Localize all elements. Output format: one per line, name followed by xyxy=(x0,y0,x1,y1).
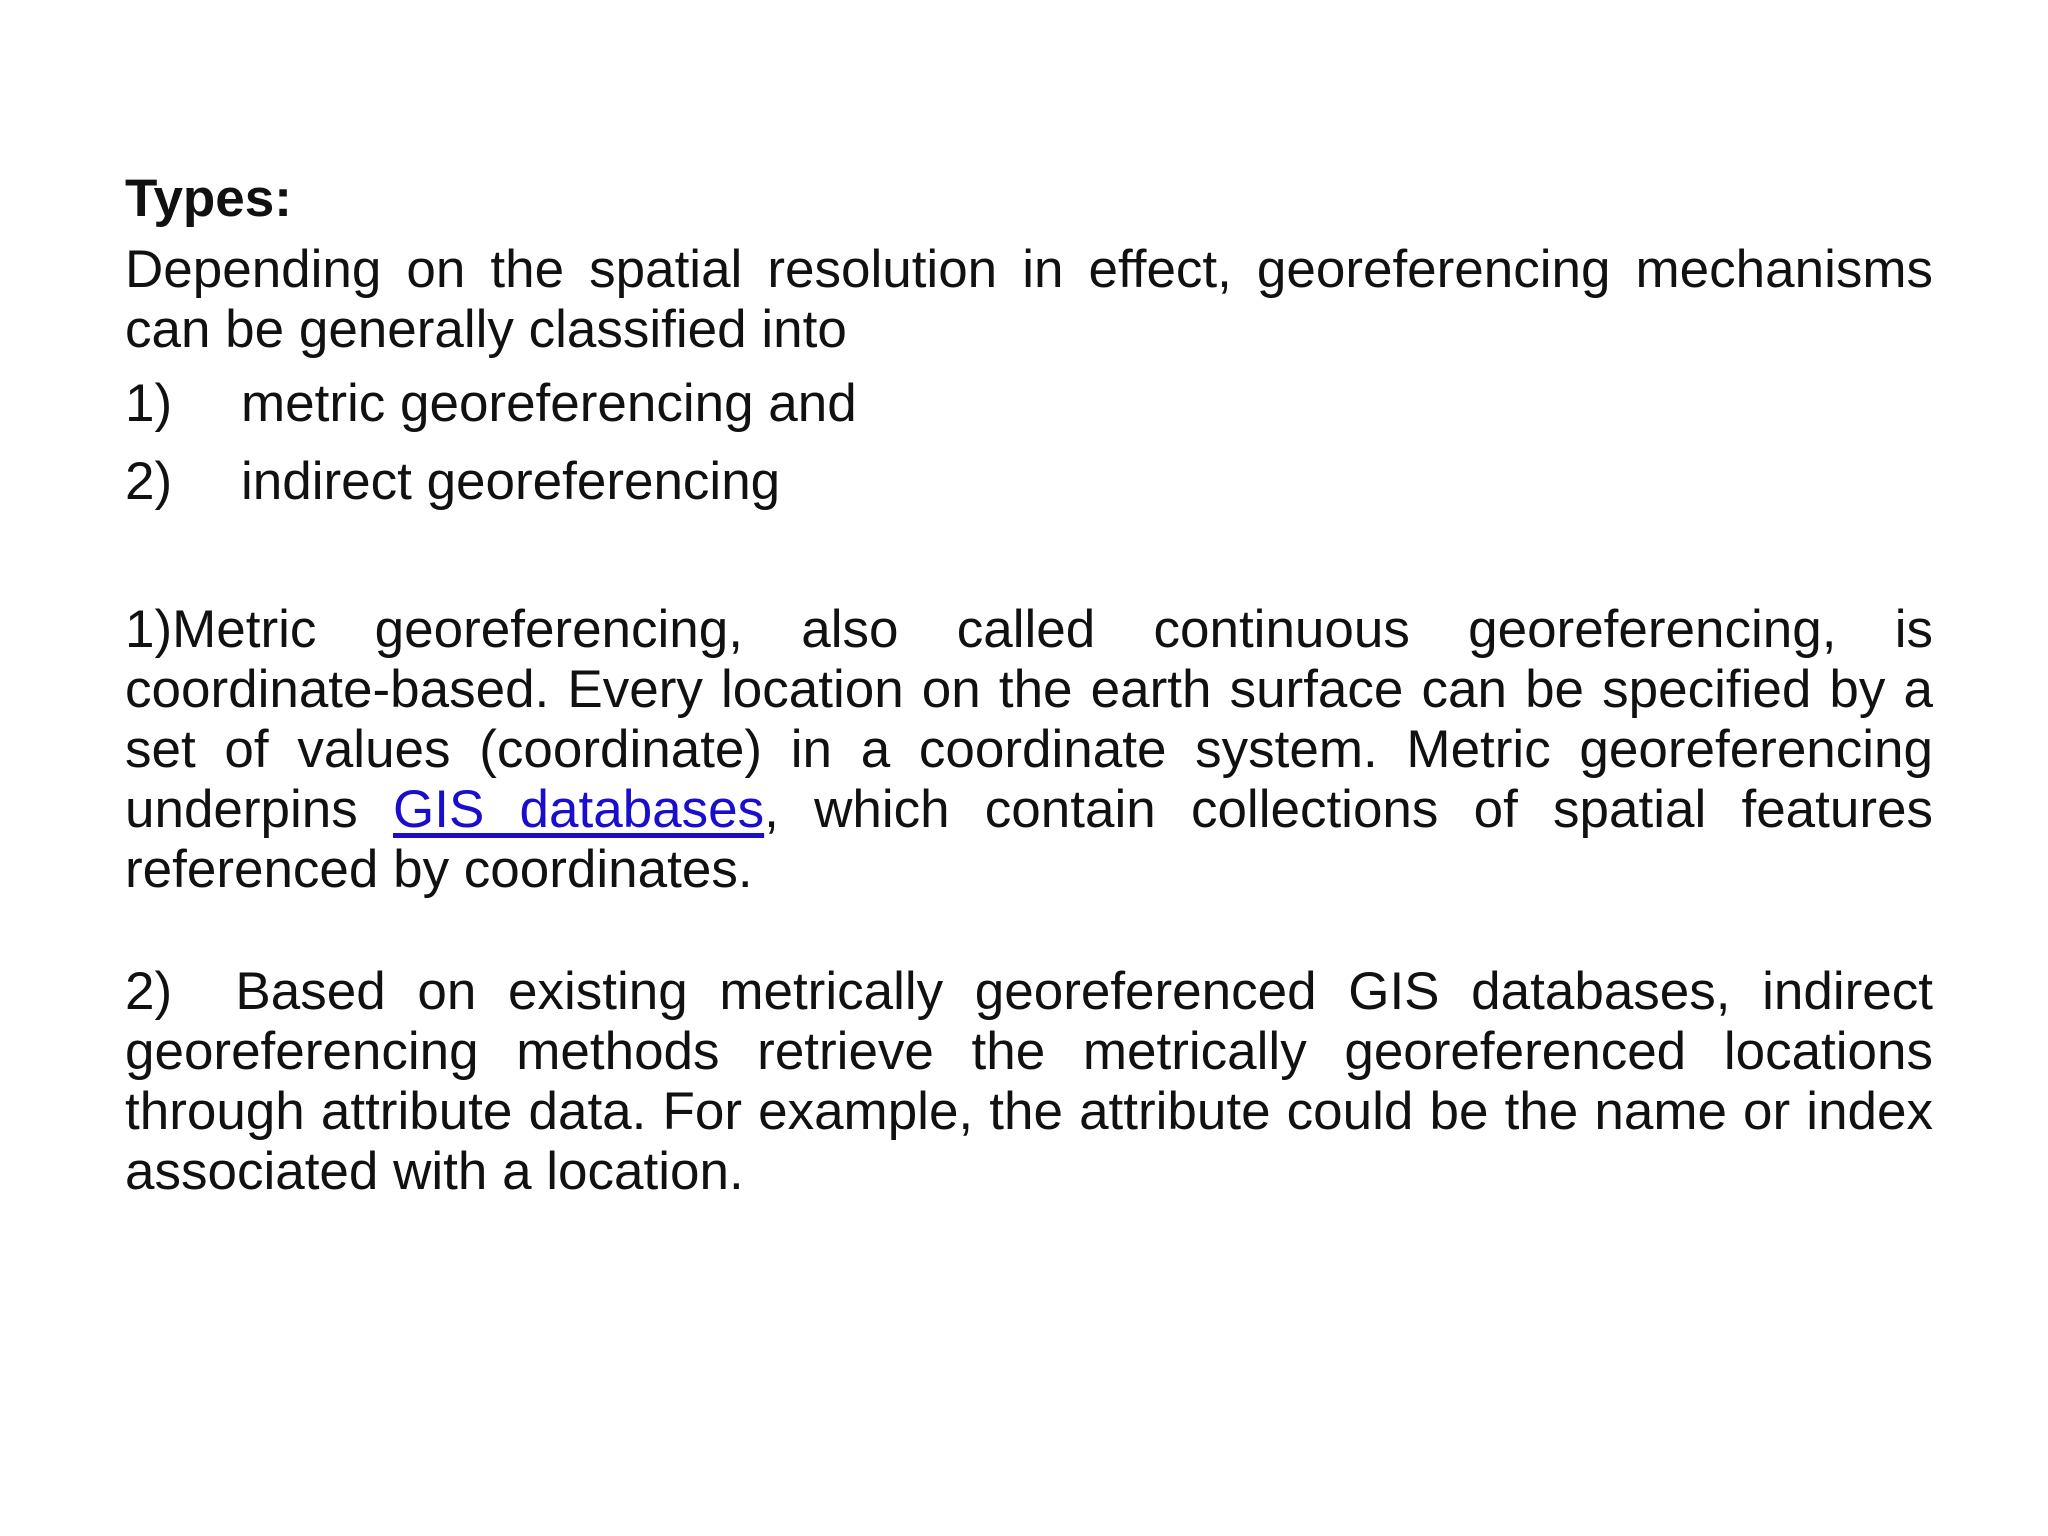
indirect-georeferencing-paragraph: 2) Based on existing metrically georeferenced GIS databases, indirect georeferencing methods retrieve the metrically georeferenced locations through attribute data. For example, the attribute could be the name or index associated with a location. xyxy=(125,962,1933,1201)
slide-content xyxy=(125,168,1933,1202)
gis-databases-link[interactable]: GIS databases xyxy=(393,780,765,839)
section-heading: Types: xyxy=(125,169,292,228)
list-item-text: metric georeferencing and xyxy=(241,374,857,433)
list-number: 1) xyxy=(125,374,173,433)
list-item xyxy=(125,374,1933,434)
list-item-text: indirect georeferencing xyxy=(241,452,781,511)
metric-georeferencing-paragraph xyxy=(125,600,1933,900)
intro-paragraph: Depending on the spatial resolution in effect, georeferencing mechanisms can be generally classified into xyxy=(125,240,1933,359)
paragraph-text-after-link: , which contain collections of spatial features referenced by coordinates. xyxy=(125,780,1933,899)
list-number: 2) xyxy=(125,452,173,511)
list-item xyxy=(125,452,1933,512)
types-list xyxy=(125,374,1933,512)
paragraph-text-before-link: 1)Metric georeferencing, also called continuous georeferencing, is coordinate-based. Every location on the earth surface can be specified by a set of values (coordinate) in a coordinate system. Metric georeferencing underpins xyxy=(125,600,1933,839)
